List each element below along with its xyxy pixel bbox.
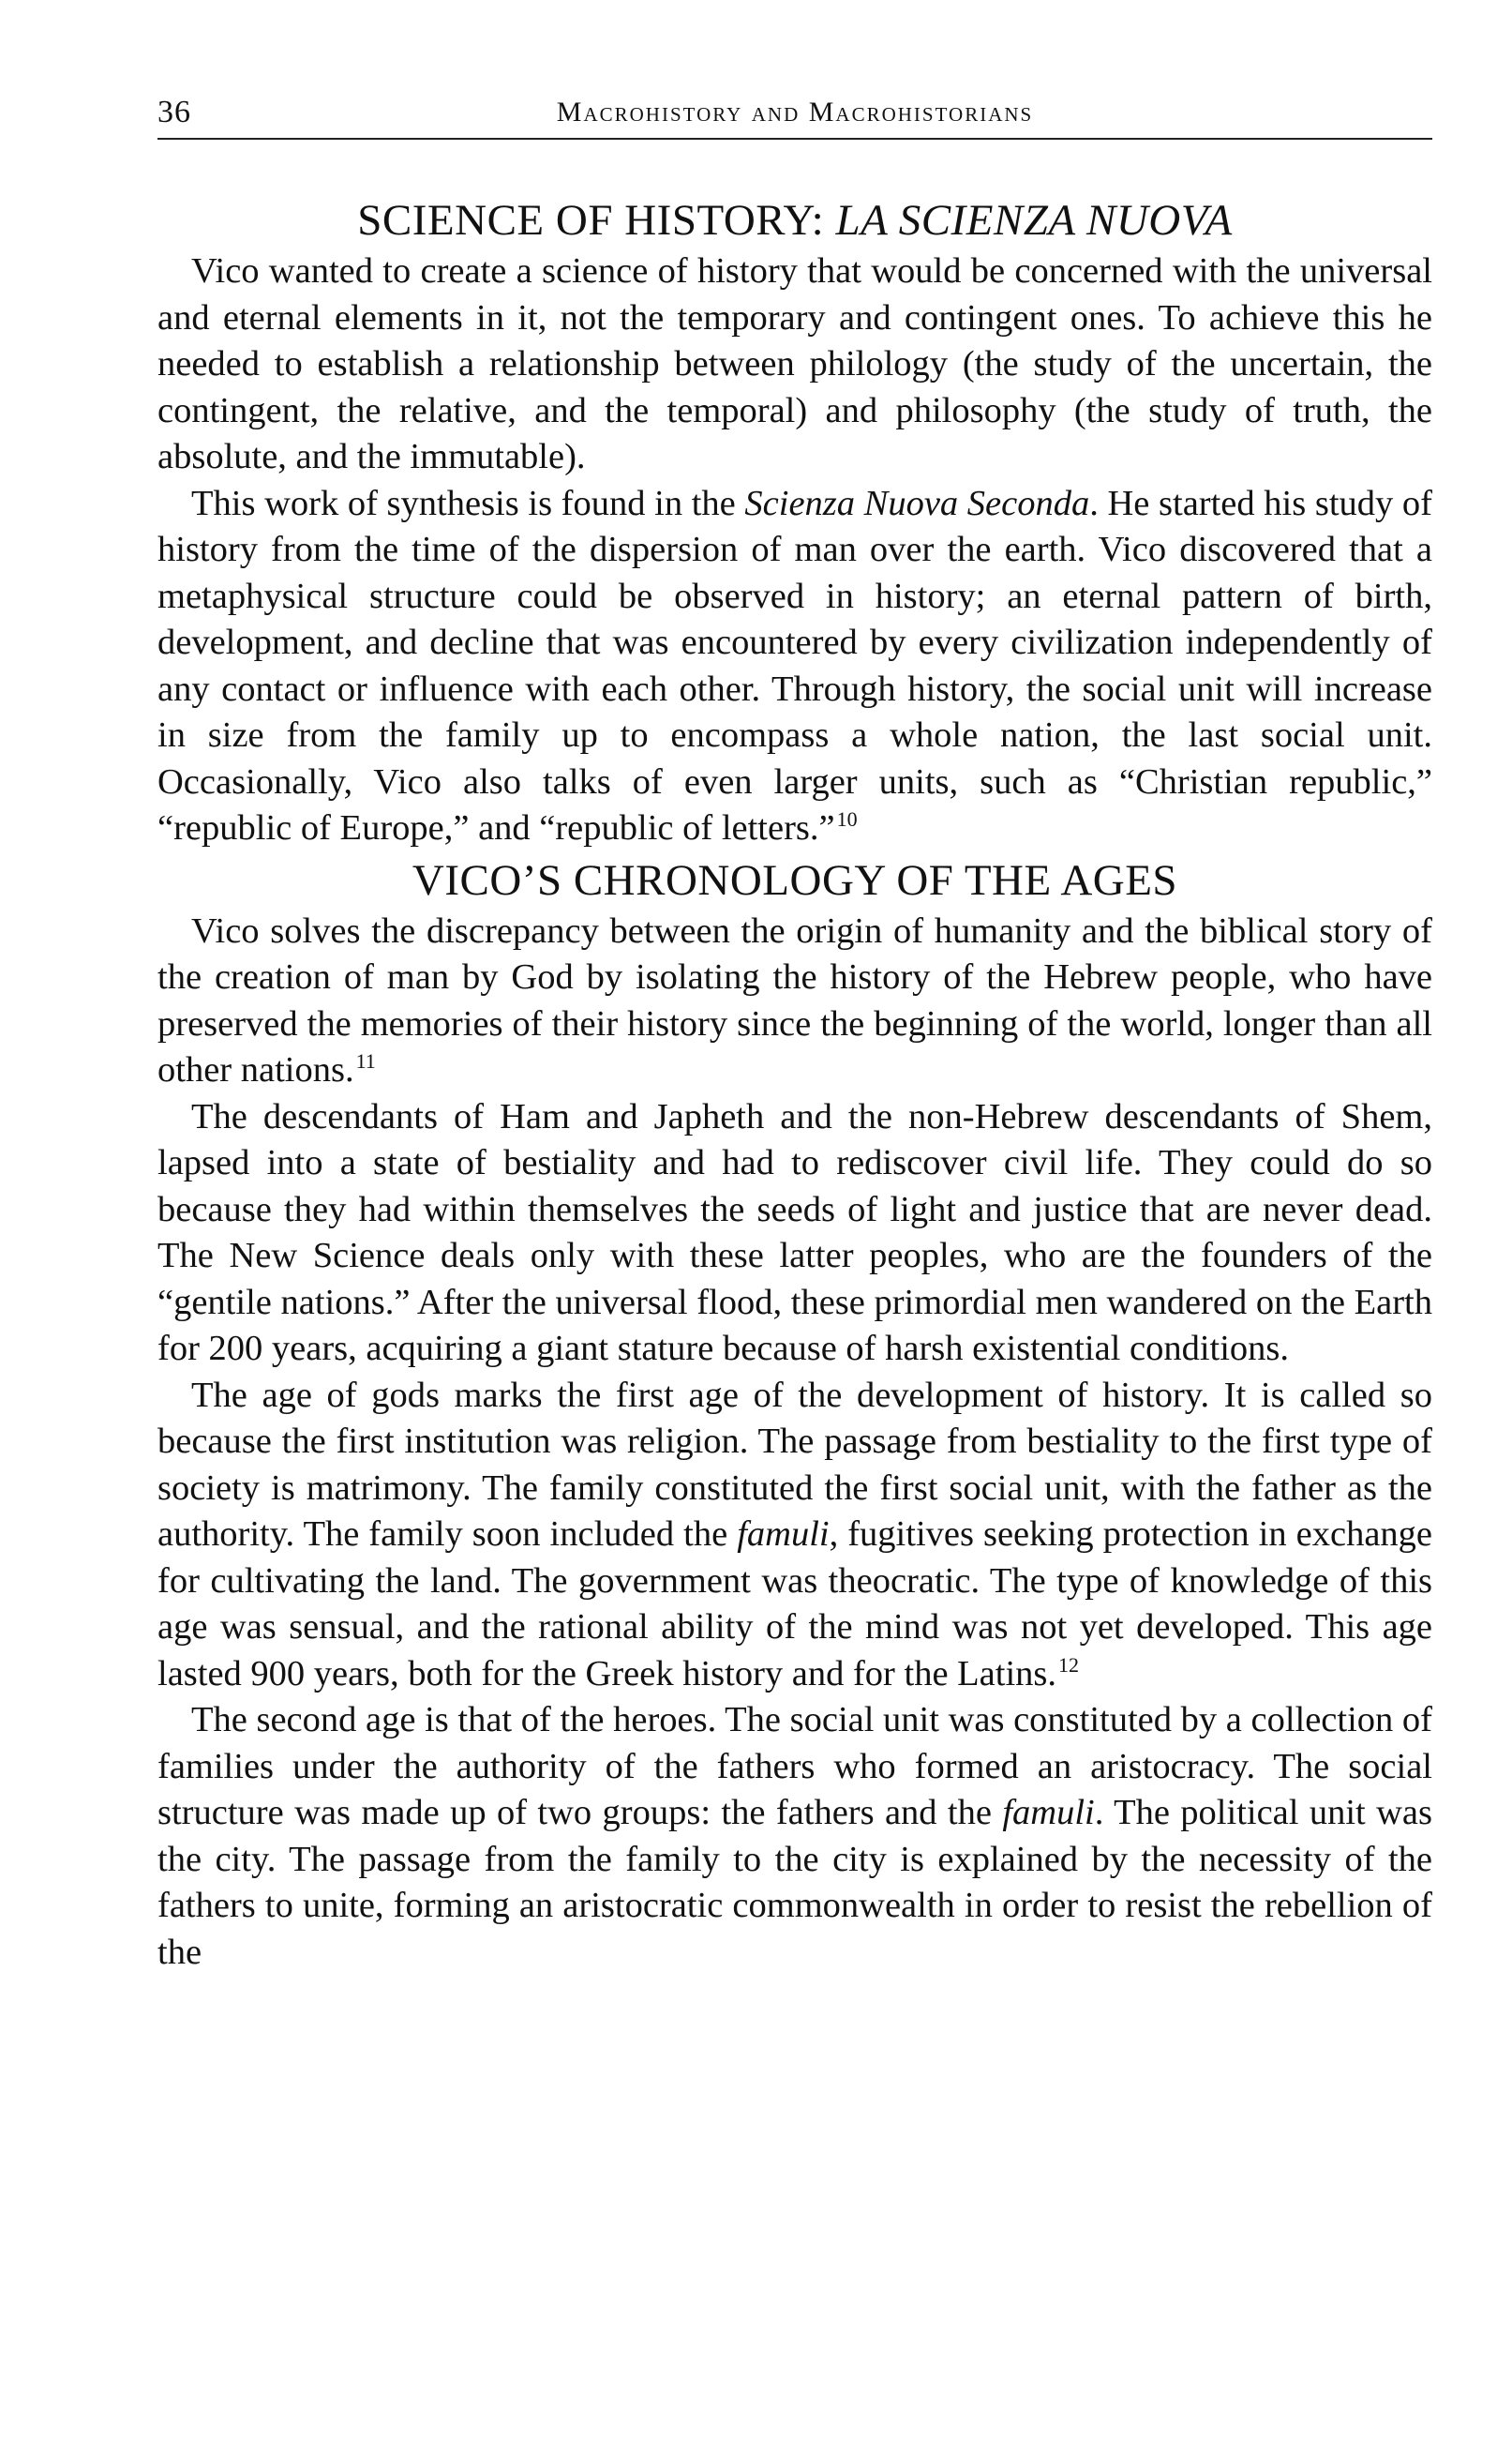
- paragraph: [157, 481, 1432, 852]
- section-heading-science-of-history: [157, 192, 1432, 248]
- heading-text: SCIENCE OF HISTORY:: [357, 196, 836, 245]
- paragraph: The descendants of Ham and Japheth and the non-Hebrew descendants of Shem, lapsed into a state of bestiality and had to rediscover civil life. They could do so because they had within themselves the seeds of light and justice that are never dead. The New Science deals only with these latter peoples, who are the founders of the “gentile nations.” After the universal flood, these primordial men wandered on the Earth for 200 years, acquiring a giant stature because of harsh existential conditions.: [157, 1096, 1432, 1368]
- paragraph-text: . He started his study of history from the time of the dispersion of man over the earth. Vico discovered that a metaphysical structure could be observed in history; an eternal pattern of birth, development, and decline that was encountered by every civilization independently of any contact or influence with each other. Through history, the social unit will increase in size from the family up to encompass a whole nation, the last social unit. Occasionally, Vico also talks of even larger units, such as “Christian republic,” “republic of Europe,” and “republic of letters.”: [157, 483, 1432, 848]
- paragraph: [157, 1373, 1432, 1698]
- paragraph: [157, 1697, 1432, 1976]
- footnote-marker: 11: [355, 1049, 376, 1073]
- paragraph: [157, 909, 1432, 1094]
- footnote-marker: 10: [836, 807, 858, 831]
- paragraph-text: . The political unit was the city. The passage from the family to the city is explained by the necessity of the fathers to unite, forming an aristocratic commonwealth in order to resist the rebellion of the: [157, 1793, 1432, 1972]
- running-title: Macrohistory and Macrohistorians: [556, 97, 1034, 128]
- italic-term: famuli: [737, 1514, 830, 1554]
- italic-term: famuli: [1002, 1793, 1095, 1832]
- main-text: [157, 192, 1432, 1976]
- paragraph: Vico wanted to create a science of history that would be concerned with the universal and eternal elements in it, not the temporary and contingent ones. To achieve this he needed to establish a relationship between philology (the study of the uncertain, the contingent, the relative, and the temporal) and philosophy (the study of truth, the absolute, and the immutable).: [157, 251, 1432, 476]
- heading-italic-text: LA SCIENZA NUOVA: [835, 196, 1233, 245]
- paragraph-text: Vico solves the discrepancy between the origin of humanity and the biblical story of the creation of man by God by isolating the history of the Hebrew people, who have preserved the memories of their history since the beginning of the world, longer than all other nations.: [157, 910, 1432, 1090]
- running-header: [157, 89, 1432, 140]
- paragraph-text: , fugitives seeking protection in exchange for cultivating the land. The government was theocratic. The type of knowledge of this age was sensual, and the rational ability of the mind was not yet developed. This age lasted 900 years, both for the Greek history and for the Latins.: [157, 1514, 1432, 1693]
- section-heading-chronology: VICO’S CHRONOLOGY OF THE AGES: [412, 855, 1178, 905]
- page-number: 36: [157, 95, 191, 129]
- paragraph-text: The age of gods marks the first age of the development of history. It is called so because the first institution was religion. The passage from bestiality to the first type of society is matrimony. The family constituted the first social unit, with the father as the authority. The family soon included the: [157, 1375, 1432, 1554]
- paragraph-text: The second age is that of the heroes. The social unit was constituted by a collection of families under the authority of the fathers who formed an aristocracy. The social structure was made up of two groups: the fathers and the: [157, 1700, 1432, 1832]
- italic-title: Scienza Nuova Seconda: [744, 483, 1090, 523]
- footnote-marker: 12: [1058, 1652, 1080, 1677]
- paragraph-text: This work of synthesis is found in the: [191, 483, 745, 523]
